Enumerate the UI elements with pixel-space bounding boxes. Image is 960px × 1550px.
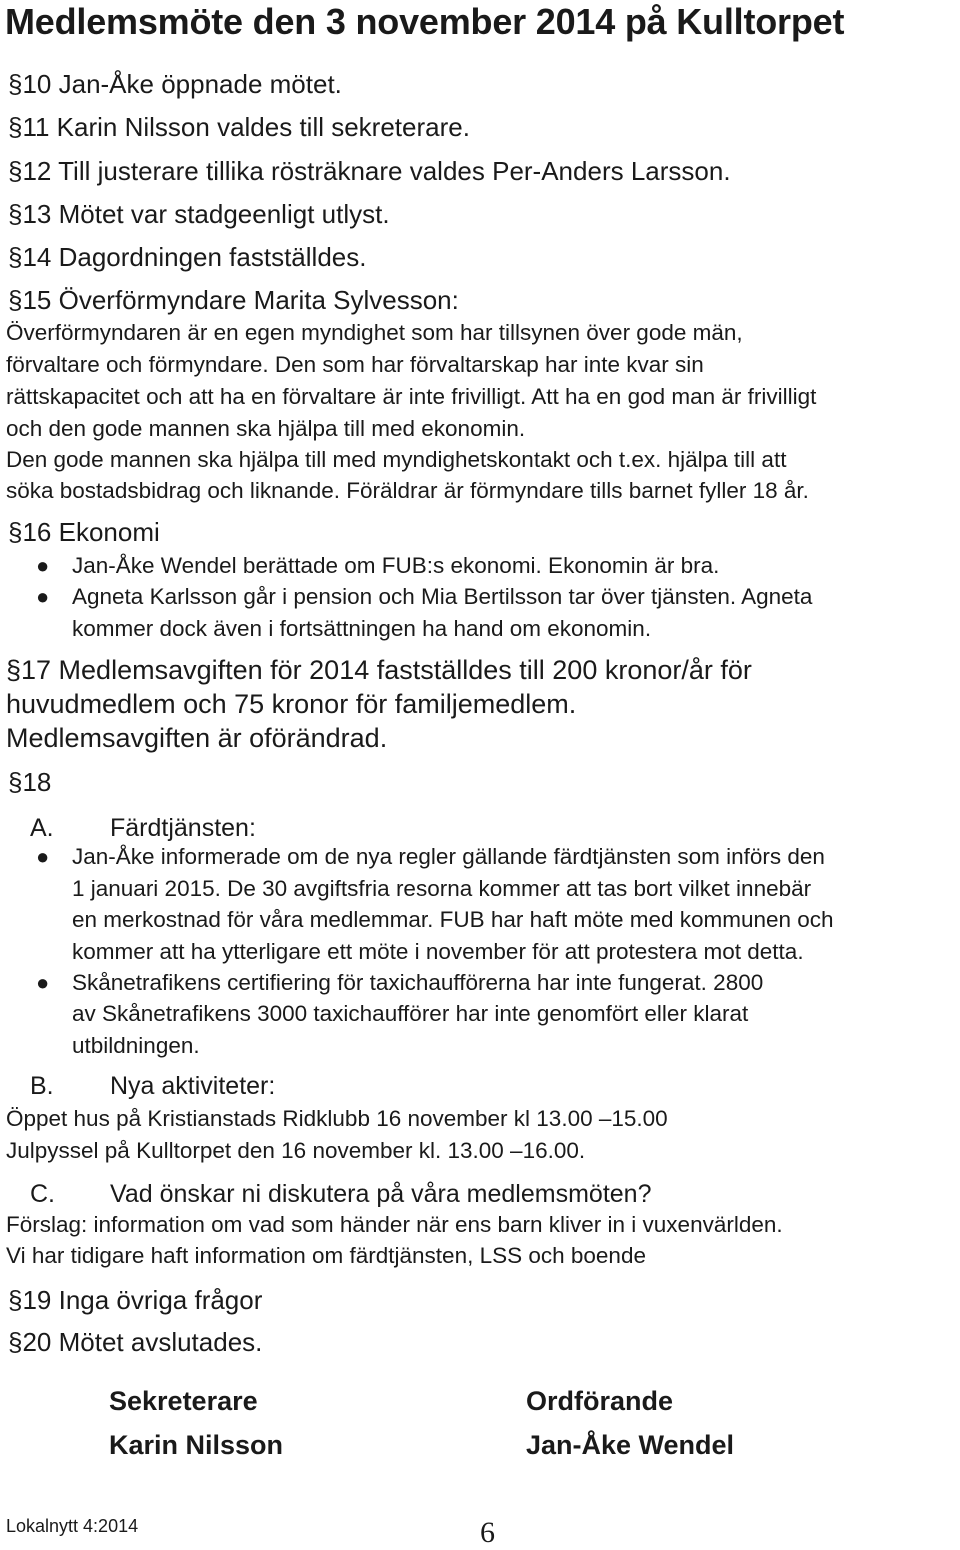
item-15-line: och den gode mannen ska hjälpa till med ekonomin. [6, 416, 526, 441]
page-title: Medlemsmöte den 3 november 2014 på Kulltorpet [5, 1, 845, 42]
section-c-label: C. [30, 1180, 55, 1208]
item-15-line: förvaltare och förmyndare. Den som har förvaltarskap har inte kvar sin [6, 352, 704, 377]
page-number: 6 [480, 1516, 495, 1549]
activity-line: Öppet hus på Kristianstads Ridklubb 16 november kl 13.00 –15.00 [6, 1106, 668, 1131]
item-15-line: Den gode mannen ska hjälpa till med myndighetskontakt och t.ex. hjälpa till att [6, 447, 787, 472]
activity-line: Julpyssel på Kulltorpet den 16 november kl. 13.00 –16.00. [6, 1138, 586, 1163]
item-17-line: huvudmedlem och 75 kronor för familjemedlem. [6, 689, 577, 719]
item-15-line: söka bostadsbidrag och liknande. Föräldrar är förmyndare tills barnet fyller 18 år. [6, 478, 809, 503]
signature-right-role: Ordförande [526, 1386, 674, 1416]
item-13: §13 Mötet var stadgeenligt utlyst. [8, 199, 390, 229]
item-10: §10 Jan-Åke öppnade mötet. [8, 69, 342, 99]
item-20: §20 Mötet avslutades. [8, 1327, 263, 1357]
bullet-dot-icon: ● [36, 584, 50, 609]
bullet-dot-icon: ● [36, 844, 50, 869]
bullet-dot-icon: ● [36, 553, 50, 578]
item-15-heading: §15 Överförmyndare Marita Sylvesson: [8, 285, 459, 315]
item-14: §14 Dagordningen fastställdes. [8, 242, 367, 272]
item-12: §12 Till justerare tillika rösträknare valdes Per-Anders Larsson. [8, 156, 731, 186]
item-17-line: Medlemsavgiften är oförändrad. [6, 723, 388, 753]
item-16-heading: §16 Ekonomi [8, 517, 160, 547]
signature-left-name: Karin Nilsson [109, 1430, 284, 1460]
section-a-title: Färdtjänsten: [110, 814, 256, 842]
section-b-title: Nya aktiviteter: [110, 1072, 276, 1100]
section-c-title: Vad önskar ni diskutera på våra medlemsmöten? [110, 1180, 652, 1208]
item-11: §11 Karin Nilsson valdes till sekreterare. [8, 112, 470, 142]
signature-left-role: Sekreterare [109, 1386, 258, 1416]
item-15-line: rättskapacitet och att ha en förvaltare är inte frivilligt. Att ha en god man är frivilligt [6, 384, 817, 409]
section-b-label: B. [30, 1072, 54, 1100]
section-a-label: A. [30, 814, 54, 842]
proposal-line: Vi har tidigare haft information om färdtjänsten, LSS och boende [6, 1243, 646, 1268]
proposal-line: Förslag: information om vad som händer när ens barn kliver in i vuxenvärlden. [6, 1212, 783, 1237]
signature-right-name: Jan-Åke Wendel [526, 1430, 735, 1460]
item-15-line: Överförmyndaren är en egen myndighet som har tillsynen över gode män, [6, 320, 743, 345]
item-19: §19 Inga övriga frågor [8, 1285, 263, 1315]
bullet-dot-icon: ● [36, 970, 50, 995]
footer-publication: Lokalnytt 4:2014 [6, 1516, 139, 1536]
item-17-line: §17 Medlemsavgiften för 2014 fastställdes till 200 kronor/år för [6, 655, 752, 685]
item-18-heading: §18 [8, 767, 52, 797]
